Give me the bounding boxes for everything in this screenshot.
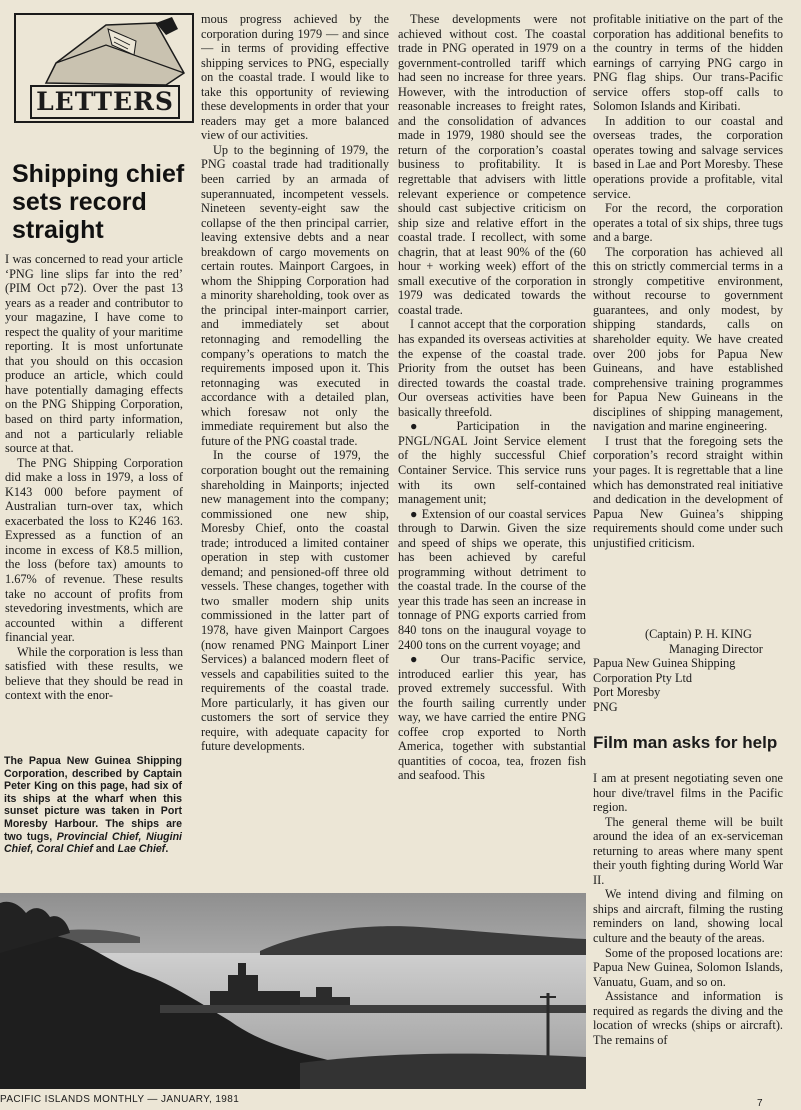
paragraph: mous progress achieved by the corporation during 1979 — and since — in terms of providing effective shipping services to PNG, especially on the coastal trade. I would like to take this opportunity of reviewing these developments in order that your readers may get a more balanced view of our activities. — [201, 12, 389, 143]
bullet-paragraph: ● Our trans-Pacific service, introduced earlier this year, has proved extremely successful. With the fourth sailing currently under way, we have carried the entire PNG coffee crop exported to North America, together with substantial quantities of cocoa, tea, frozen fish and seafood. This — [398, 652, 586, 783]
caption-last-ship: Lae Chief — [117, 843, 166, 856]
section-label: LETTERS — [30, 85, 180, 119]
paragraph: We intend diving and filming on ships and aircraft, filming the rusting reminders on land, showing local culture and the beauty of the areas. — [593, 887, 783, 946]
letters-header-box — [14, 13, 194, 123]
paragraph: I cannot accept that the corporation has expanded its overseas activities at the expense of the coastal trade. Priority from the outset has been directed towards the coastal trade. Our overseas activities have been basically threefold. — [398, 317, 586, 419]
paragraph: These developments were not achieved without cost. The coastal trade in PNG operated in 1979 on a government-controlled tariff which had seen no increase for three years. However, with the introduction of reasonable increases to freight rates, and the consolidation of advances made in 1979, 1980 should see the return of the corporation’s coastal business to profitability. It is regrettable that advisers with little relevant experience or competence should cast subjective criticism on ship size and relative effort in the coastal trade. I recollect, with some chagrin, that at least 90% of the (60 hour + working week) effort of the small executive of the corporation in 1979 was dedicated towards the coastal trade. — [398, 12, 586, 317]
paragraph: For the record, the corporation operates a total of six ships, three tugs and a barge. — [593, 201, 783, 245]
signature-block — [593, 627, 783, 714]
column-4 — [593, 12, 783, 617]
paragraph: In the course of 1979, the corporation bought out the remaining shareholding in Mainports; injected new management into the company; commissioned one new ship, Moresby Chief, onto the coastal trade; introduced a limited container operation in step with customer demand; and pensioned-off three old vessels. These changes, together with two smaller modern ship units commissioned in the latter part of 1978, have given Mainport Cargoes (now renamed PNG Mainport Liner Services) a balanced modern fleet of vessels and capabilities suited to the requirements of the coastal trade. More particularly, it has given our customers the sort of service they require, with adequate capacity for future developments. — [201, 448, 389, 754]
signature-city: Port Moresby — [593, 685, 661, 700]
photo-caption — [4, 755, 182, 856]
signature-title: Managing Director — [669, 641, 763, 656]
paragraph: The PNG Shipping Corporation did make a loss in 1979, a loss of K143 000 before payment of Australian turn-over tax, which exacerbated the loss to K246 163. Expressed as a function of an income in excess of K8.5 million, the loss (before tax) amounts to 1.67% of revenue. These results take no account of profits from stevedoring investments, which are accounted within a different financial year. — [5, 455, 183, 645]
signature-country: PNG — [593, 699, 618, 714]
paragraph: I am at present negotiating seven one hour dive/travel films in the Pacific region. — [593, 771, 783, 815]
column-2 — [201, 12, 389, 884]
paragraph: The general theme will be built around the idea of an ex-serviceman returning to areas where many spent their youth fighting during World War II. — [593, 814, 783, 887]
harbour-photo — [0, 893, 586, 1089]
bullet-paragraph: ● Participation in the PNGL/NGAL Joint Service element of the highly successful Chief Container Service. This service runs with its own self-contained management unit; — [398, 419, 586, 507]
paragraph: In addition to our coastal and overseas trades, the corporation operates towing and salvage services based in Lae and Port Moresby. These operations provide a profitable, vital service. — [593, 113, 783, 201]
caption-ship-names: Provincial Chief, Niugini Chief, Coral Chief — [4, 830, 182, 856]
paragraph: I was concerned to read your article ‘PNG line slips far into the red’ (PIM Oct p72). Over the past 13 years as a reader and contributor to your magazine, I have come to respect the quality of your maritime reporting. It is most unfortunate that you should on this occasion produce an article, which could have potentially damaging effects on the PNG Shipping Corporation, based on third party information, and not a particularly reliable source at that. — [5, 252, 183, 456]
message-bottle-icon — [16, 15, 192, 87]
headline: Shipping chief sets record straight — [12, 160, 185, 244]
caption-and: and — [92, 843, 118, 856]
paragraph: Some of the proposed locations are: Papua New Guinea, Solomon Islands, Vanuatu, Guam, and so on. — [593, 945, 783, 989]
paragraph: profitable initiative on the part of the corporation has additional benefits to the country in terms of the hidden earnings of carrying PNG cargo in PNG flag ships. Our trans-Pacific service offers stop-off calls to Solomon Islands and Kiribati. — [593, 12, 783, 114]
paragraph: I trust that the foregoing sets the corporation’s record straight within your pages. It is regrettable that a line which has demonstrated real initiative and dedication in the development of Papua New Guinea’s shipping requirements should come under such unjustified criticism. — [593, 433, 783, 550]
film-letter-headline: Film man asks for help — [593, 733, 778, 752]
bullet-paragraph: ● Extension of our coastal services through to Darwin. Given the size and speed of ships we operate, this has been achieved by careful programming without detriment to the coastal trade. In the course of the year this trade has seen an increase in tonnage of PNG exports carried from 840 tons on the inaugural voyage to 2400 tons on the current voyage; and — [398, 506, 586, 652]
caption-text: The Papua New Guinea Shipping Corporation, described by Captain Peter King on this page, had six of its ships at the wharf when this sunset picture was taken in Port Moresby Harbour. The ships are two tugs, — [4, 755, 182, 843]
paragraph: Up to the beginning of 1979, the PNG coastal trade had traditionally been carried by an armada of superannuated, incompetent vessels. Nineteen seventy-eight saw the collapse of the then principal carrier, leaving extensive debts and a near breakdown of cargo movements on certain routes. Mainport Cargoes, in whom the Shipping Corporation had a minority shareholding, took over as the principal inter-mainport carrier, and immediately set about retonnaging and remodelling the company’s operations to match the requirements imposed upon it. This retonnaging was executed in accordance with a detailed plan, which foresaw not only the immediate requirement but also the future of the PNG coastal trade. — [201, 142, 389, 448]
page-footer: PACIFIC ISLANDS MONTHLY — JANUARY, 1981 — [0, 1094, 240, 1105]
page-number: 7 — [757, 1098, 763, 1109]
paragraph: Assistance and information is required as regards the diving and the location of wrecks (ships or aircraft). The remains of — [593, 989, 783, 1047]
signature-name: (Captain) P. H. KING — [645, 627, 752, 641]
signature-org: Papua New Guinea Shipping — [593, 656, 736, 671]
column-1 — [5, 252, 183, 742]
caption-end: . — [165, 843, 169, 856]
column-3 — [398, 12, 586, 888]
film-letter-column — [593, 771, 783, 1091]
paragraph: The corporation has achieved all this on strictly commercial terms in a strongly competitive environment, without recourse to government guarantees, and only modest, by shipping standards, calls on shareholder equity. We have created over 200 jobs for Papua New Guineans, and have established comprehensive training programmes for Papua New Guineans in the disciplines of shipping management, navigation and marine engineering. — [593, 244, 783, 434]
sunset-harbour-image — [0, 893, 586, 1089]
paragraph: While the corporation is less than satisfied with these results, we believe that they should be read in context with the enor- — [5, 644, 183, 703]
signature-org: Corporation Pty Ltd — [593, 670, 693, 685]
